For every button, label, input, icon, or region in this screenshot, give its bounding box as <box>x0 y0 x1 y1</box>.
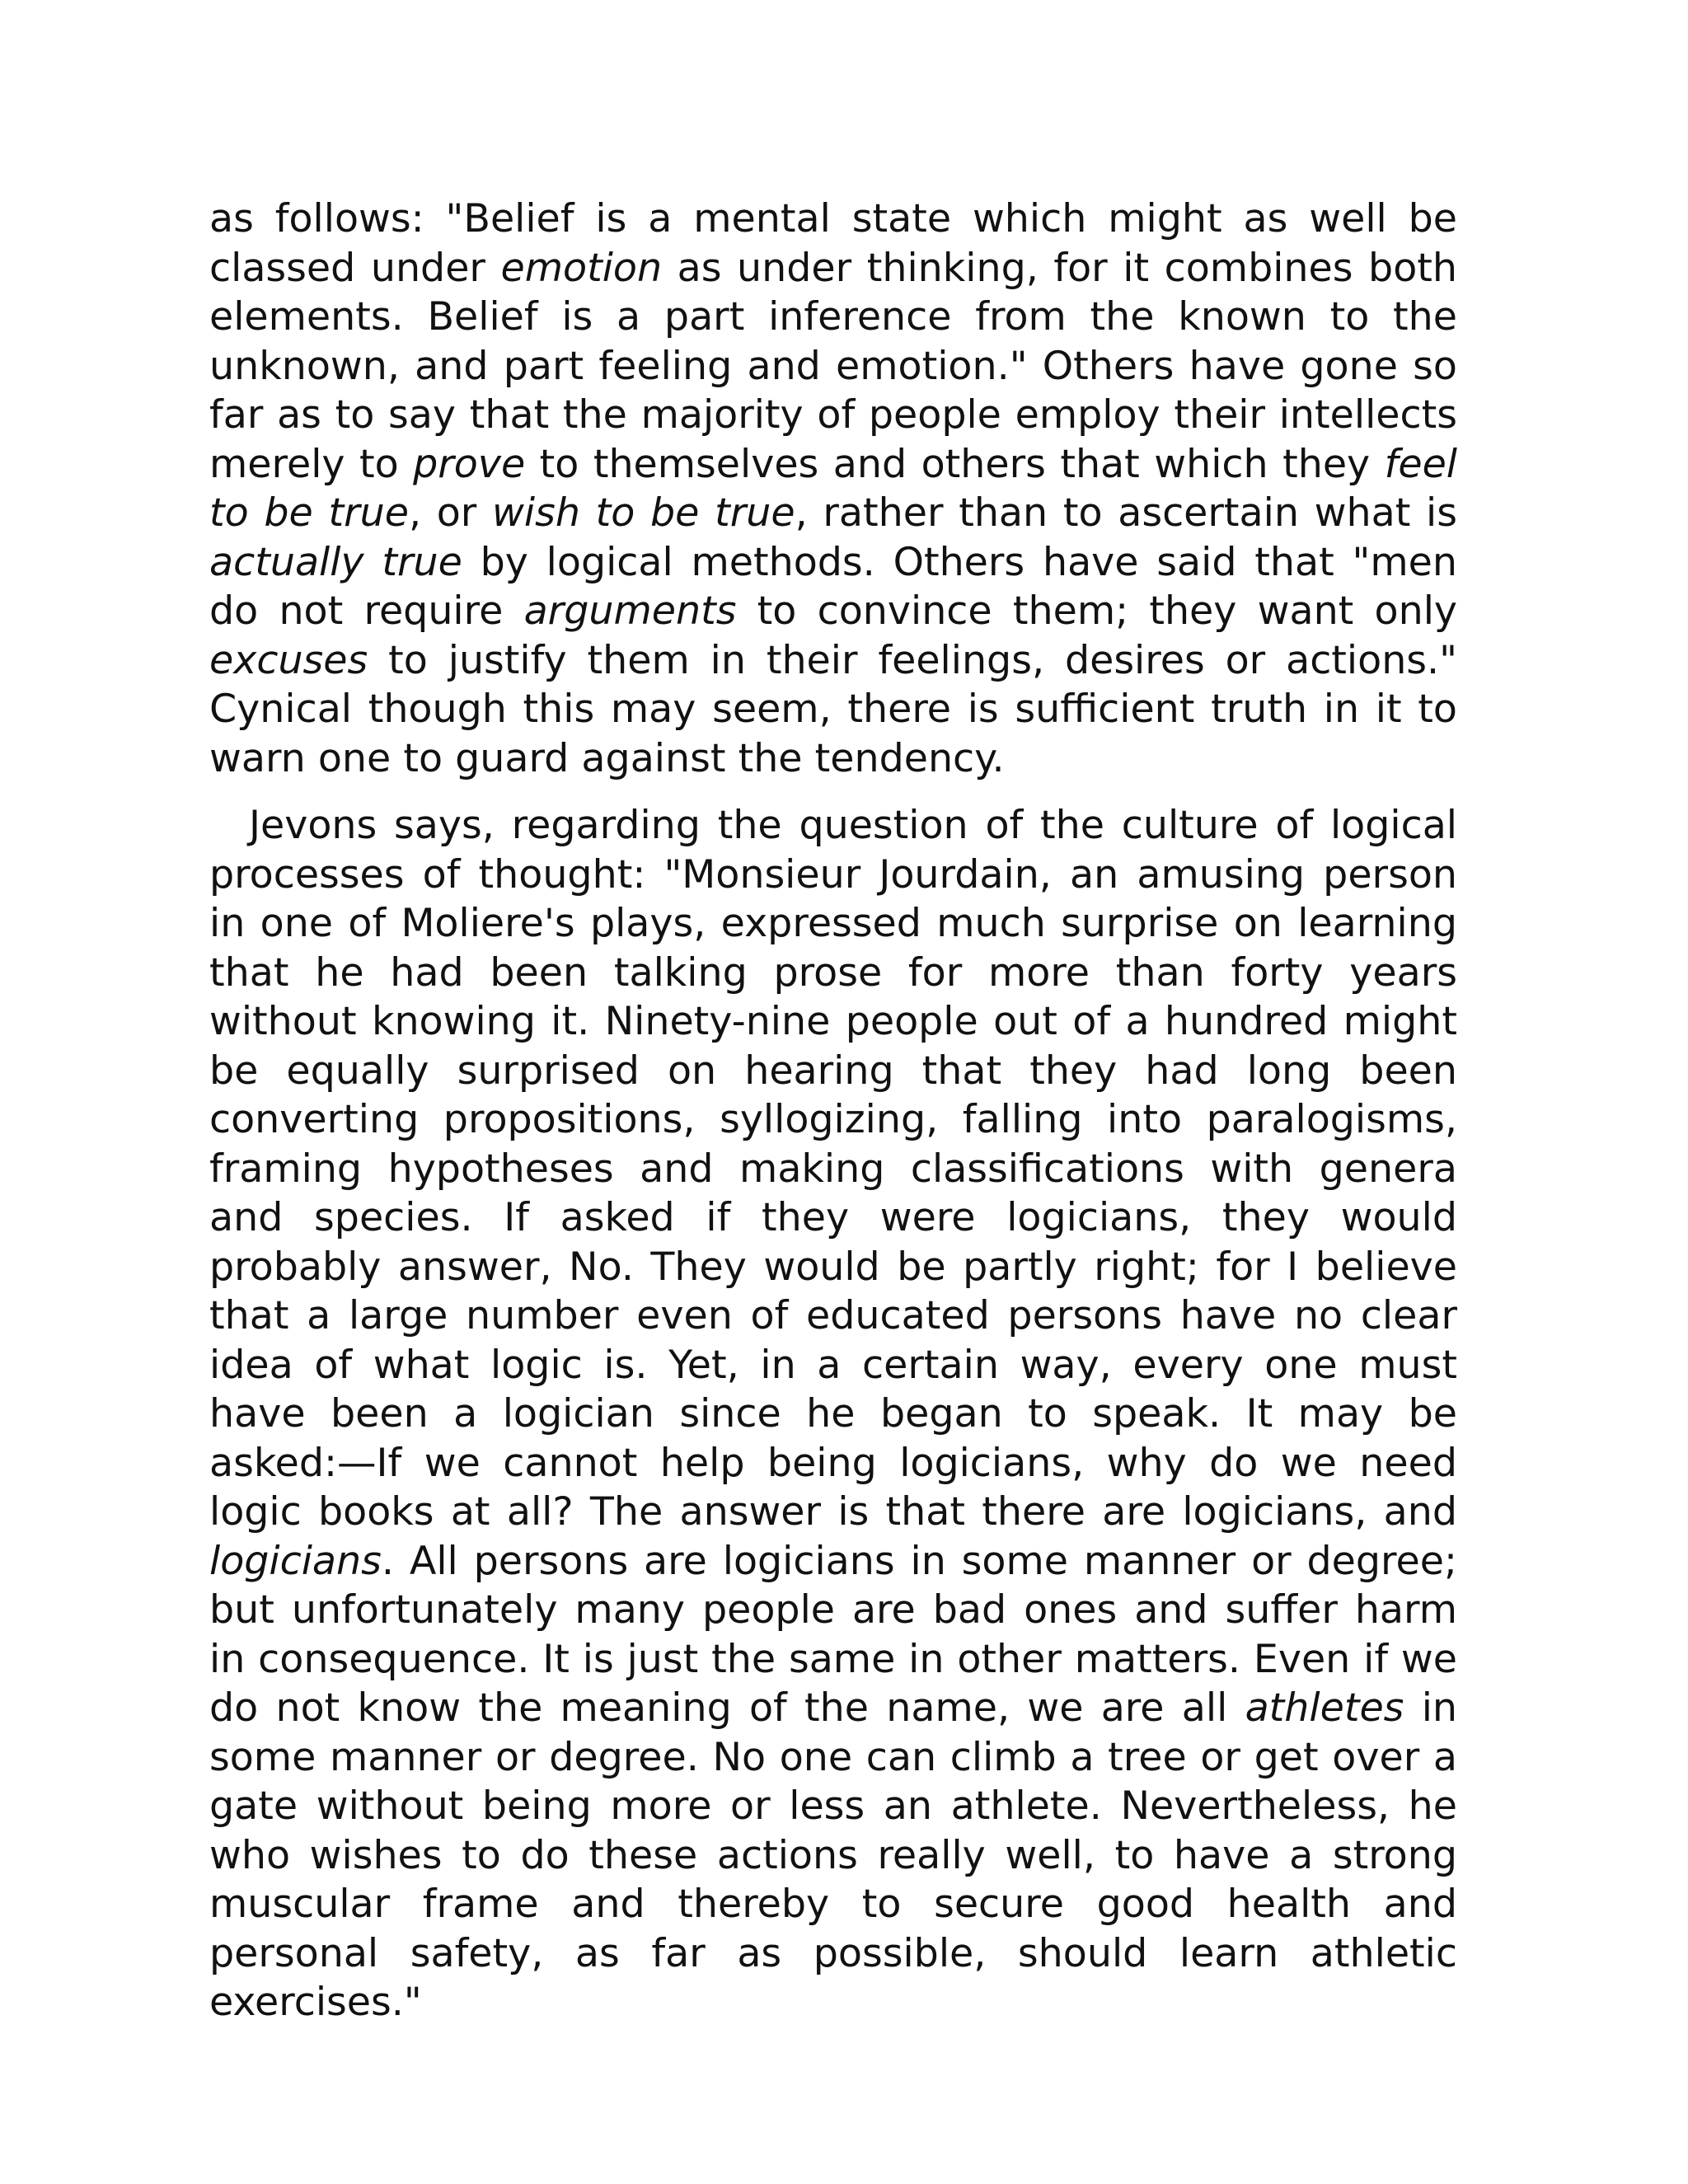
text-segment: , or <box>408 490 493 536</box>
text-segment: Jevons says, regarding the question of the culture of logical processes of thought: "Monsieur Jourdain, an amusing person in one of Moliere's plays, expressed much surprise on learning that he had been talking prose for more than forty years without knowing it. Ninety-nine people out of a hundred might be equally surprised on hearing that they had long been converting propositions, syllogizing, falling into paralogisms, framing hypotheses and making classifications with genera and species. If asked if they were logicians, they would probably answer, No. They would be partly right; for I believe that a large number even of educated persons have no clear idea of what logic is. Yet, in a certain way, every one must have been a logician since he began to speak. It may be asked:—If we cannot help being logicians, why do we need logic books at all? The answer is that there are logicians, and <box>209 803 1457 1535</box>
text-segment: as follows: "Belief is a mental state which might as well be classed under <box>209 196 1457 291</box>
italic-text-segment: emotion <box>500 245 663 291</box>
paragraph-2 <box>209 801 1457 2027</box>
italic-text-segment: excuses <box>209 637 368 683</box>
italic-text-segment: arguments <box>523 588 737 634</box>
text-segment: . All persons are logicians in some manner or degree; but unfortunately many people are bad ones and suffer harm in consequence. It is just the same in other matters. Even if we do not know the meaning of the name, we are all <box>209 1538 1457 1731</box>
italic-text-segment: feel to be true <box>209 441 1457 536</box>
italic-text-segment: actually true <box>209 539 462 585</box>
italic-text-segment: wish to be true <box>492 490 795 536</box>
italic-text-segment: athletes <box>1245 1685 1404 1731</box>
body-text <box>209 194 1457 2027</box>
text-segment: , rather than to ascertain what is <box>795 490 1457 536</box>
text-segment: to convince them; they want only <box>736 588 1458 634</box>
italic-text-segment: prove <box>413 441 526 487</box>
text-segment: to themselves and others that which they <box>525 441 1385 487</box>
italic-text-segment: logicians <box>209 1538 382 1584</box>
text-segment: as under thinking, for it combines both elements. Belief is a part inference from the known to the unknown, and part feeling and emotion." Others have gone so far as to say that the majority of people employ their intellects merely to <box>209 245 1457 487</box>
text-segment: in some manner or degree. No one can climb a tree or get over a gate without being more or less an athlete. Nevertheless, he who wishes to do these actions really well, to have a strong muscular frame and thereby to secure good health and personal safety, as far as possible, should learn athletic exercises." <box>209 1685 1457 2025</box>
text-segment: to justify them in their feelings, desires or actions." Cynical though this may seem, there is sufficient truth in it to warn one to guard against the tendency. <box>209 637 1457 781</box>
text-segment: by logical methods. Others have said that "men do not require <box>209 539 1457 634</box>
paragraph-1 <box>209 194 1457 783</box>
